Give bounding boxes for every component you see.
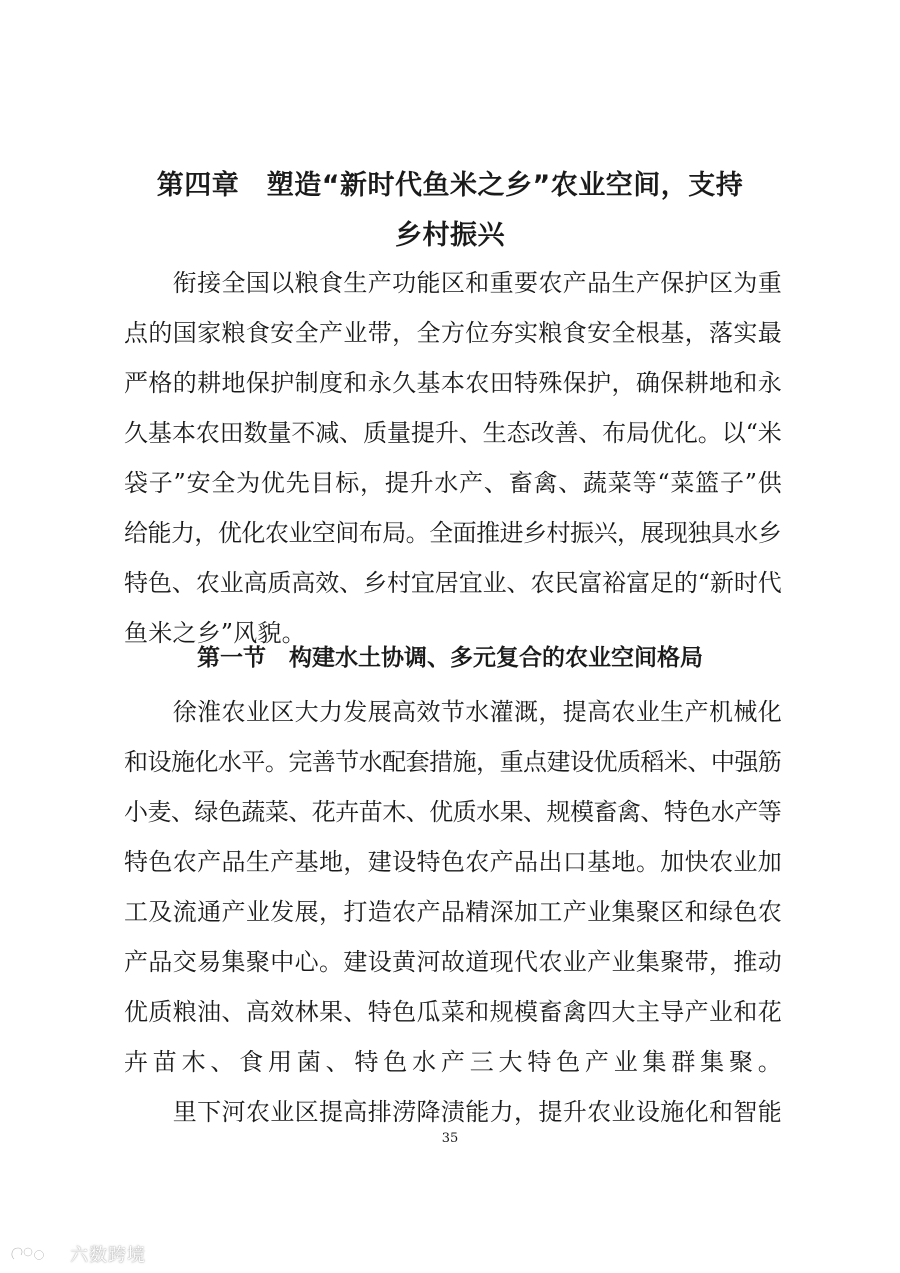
paragraph-line: 严格的耕地保护制度和永久基本农田特殊保护，确保耕地和永 — [124, 369, 783, 397]
paragraph-line: 徐淮农业区大力发展高效节水灌溉，提高农业生产机械化 — [124, 698, 783, 726]
watermark — [8, 1240, 146, 1268]
paragraph-line: 点的国家粮食安全产业带，全方位夯实粮食安全根基，落实最 — [124, 319, 783, 347]
chapter-title-line-2: 乡村振兴 — [395, 220, 505, 251]
paragraph-line: 优质粮油、高效林果、特色瓜菜和规模畜禽四大主导产业和花 — [124, 998, 783, 1026]
paragraph-line: 特色、农业高质高效、乡村宜居宜业、农民富裕富足的“新时代 — [124, 569, 782, 597]
watermark-text: 六数跨境 — [70, 1245, 146, 1266]
section-title: 第一节 构建水土协调、多元复合的农业空间格局 — [197, 645, 703, 671]
paragraph-line: 袋子”安全为优先目标，提升水产、畜禽、蔬菜等“菜篮子”供 — [124, 469, 783, 497]
paragraph-line: 衔接全国以粮食生产功能区和重要农产品生产保护区为重 — [124, 269, 783, 297]
paragraph-line: 鱼米之乡”风貌。 — [124, 619, 306, 647]
paragraph-line: 里下河农业区提高排涝降渍能力，提升农业设施化和智能 — [124, 1098, 783, 1126]
paragraph-line: 久基本农田数量不减、质量提升、生态改善、布局优化。以“米 — [124, 419, 782, 447]
paragraph-line: 给能力，优化农业空间布局。全面推进乡村振兴，展现独具水乡 — [124, 519, 782, 547]
chapter-title-line-1: 第四章 塑造“新时代鱼米之乡”农业空间，支持 — [156, 170, 744, 201]
paragraph-line: 工及流通产业发展，打造农产品精深加工产业集聚区和绿色农 — [124, 898, 783, 926]
paragraph-line: 卉苗木、食用菌、特色水产三大特色产业集群集聚。 — [124, 1048, 787, 1076]
paragraph-line: 特色农产品生产基地，建设特色农产品出口基地。加快农业加 — [124, 848, 783, 876]
page-number: 35 — [441, 1131, 459, 1146]
paragraph-line: 产品交易集聚中心。建设黄河故道现代农业产业集聚带，推动 — [124, 948, 783, 976]
paragraph-line: 和设施化水平。完善节水配套措施，重点建设优质稻米、中强筋 — [124, 748, 782, 776]
paragraph-line: 小麦、绿色蔬菜、花卉苗木、优质水果、规模畜禽、特色水产等 — [124, 798, 782, 826]
watermark-logo-icon — [8, 1243, 64, 1265]
